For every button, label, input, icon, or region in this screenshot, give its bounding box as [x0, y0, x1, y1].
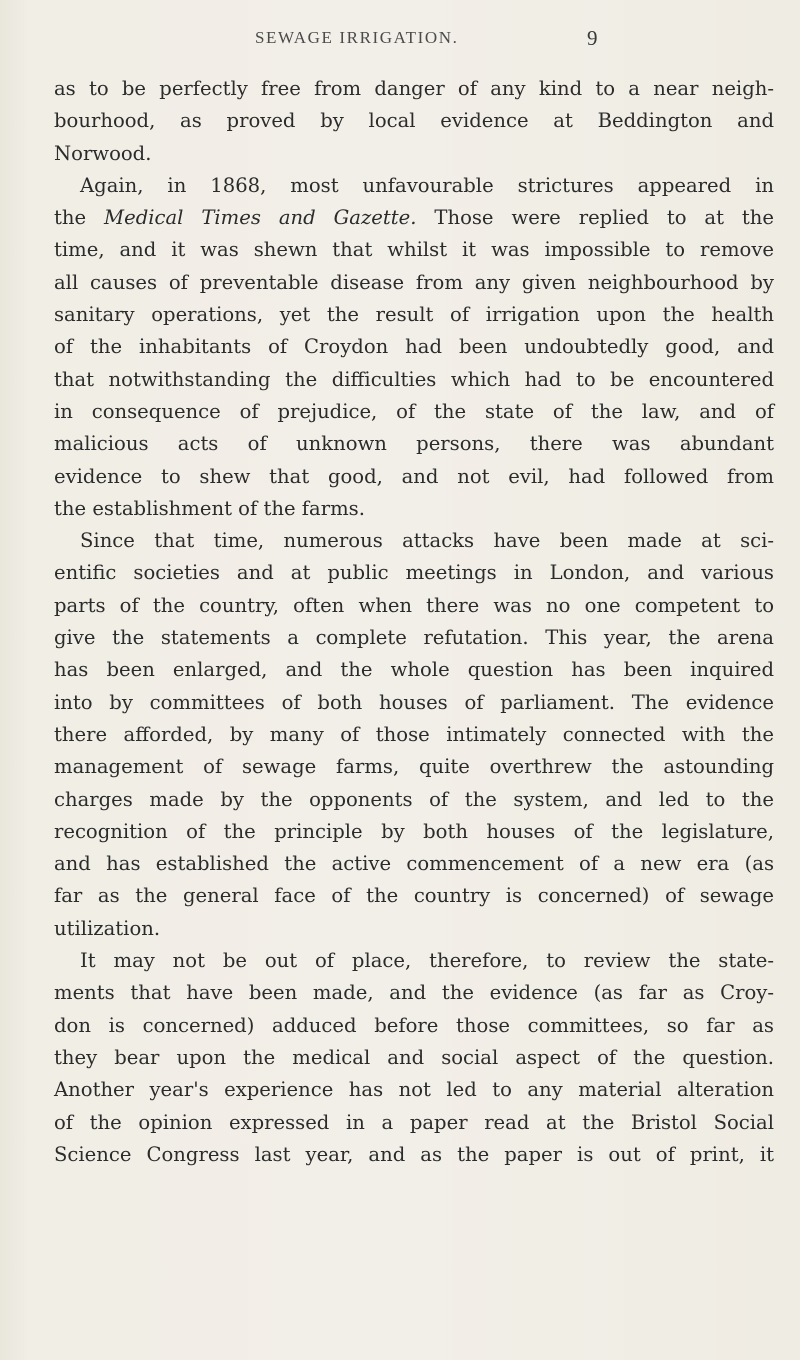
text-line: Again, in 1868, most unfavourable strictures appeared in [80, 173, 774, 197]
text-line: as to be perfectly free from danger of any kind to a near neigh- [54, 77, 774, 100]
text-line: bourhood, as proved by local evidence at Beddington and [54, 109, 774, 133]
text-line: malicious acts of unknown persons, there was abundant [54, 432, 774, 456]
text-line: has been enlarged, and the whole question has been inquired [54, 658, 774, 682]
text-line: there afforded, by many of those intimately connected with the [54, 722, 774, 746]
running-title: SEWAGE IRRIGATION. [255, 28, 459, 47]
text-line: into by committees of both houses of parliament. The evidence [54, 690, 774, 714]
text-line: give the statements a complete refutation. This year, the arena [54, 626, 774, 650]
text-line: of the opinion expressed in a paper read at the Bristol Social [54, 1110, 774, 1134]
text-line: of the inhabitants of Croydon had been undoubtedly good, and [54, 335, 774, 359]
text-line: Norwood. [54, 141, 152, 165]
text-line: don is concerned) adduced before those committees, so far as [54, 1013, 774, 1037]
text-line [54, 202, 774, 234]
text-line: ments that have been made, and the evidence (as far as Croy- [54, 981, 774, 1005]
text-line: far as the general face of the country is concerned) of sewage [54, 884, 774, 908]
text-line: recognition of the principle by both houses of the legislature, [54, 819, 774, 843]
text-line: evidence to shew that good, and not evil, had followed from [54, 464, 774, 488]
text-line: and has established the active commencement of a new era (as [54, 852, 774, 876]
text-fragment: the [54, 206, 105, 230]
text-line: Since that time, numerous attacks have been made at sci- [80, 529, 774, 553]
text-line: management of sewage farms, quite overthrew the astounding [54, 755, 774, 779]
text-line: parts of the country, often when there was no one competent to [54, 593, 774, 617]
text-line: that notwithstanding the difficulties which had to be encountered [54, 367, 774, 391]
body-text [54, 73, 774, 1171]
text-line: Another year's experience has not led to any material alteration [54, 1078, 774, 1102]
text-line: entific societies and at public meetings in London, and various [54, 561, 774, 585]
text-line: Science Congress last year, and as the paper is out of print, it [54, 1142, 774, 1166]
text-line: sanitary operations, yet the result of irrigation upon the health [54, 303, 774, 327]
page-number: 9 [587, 26, 598, 50]
text-line: they bear upon the medical and social aspect of the question. [54, 1045, 774, 1069]
text-line: charges made by the opponents of the system, and led to the [54, 787, 774, 811]
text-line: It may not be out of place, therefore, to review the state- [80, 949, 774, 973]
text-fragment: Those were replied to at the [416, 206, 774, 230]
text-line: utilization. [54, 916, 161, 940]
text-line: the establishment of the farms. [54, 496, 365, 520]
text-line: in consequence of prejudice, of the state of the law, and of [54, 399, 774, 423]
journal-title: Medical Times and Gazette. [104, 206, 417, 230]
running-head [0, 20, 800, 60]
text-line: time, and it was shewn that whilst it was impossible to remove [54, 238, 774, 262]
text-line: all causes of preventable disease from any given neighbourhood by [54, 270, 774, 294]
